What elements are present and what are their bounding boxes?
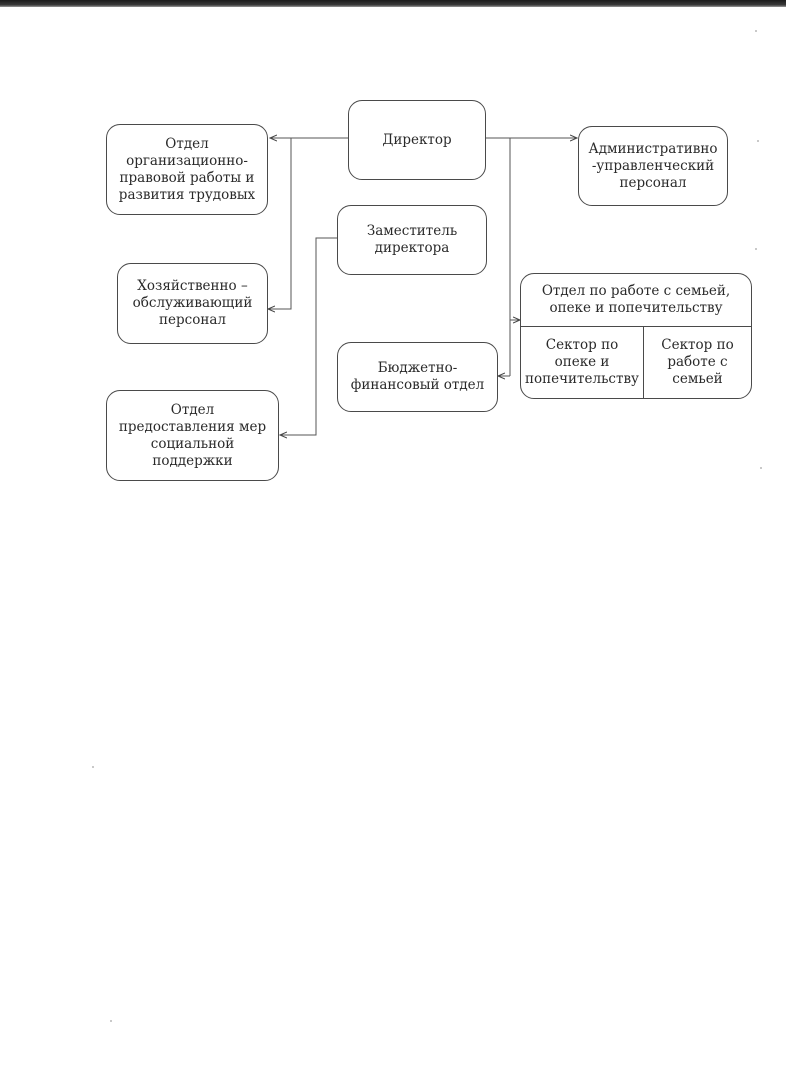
family-dept-title-cell	[521, 274, 751, 327]
scan-speck	[755, 248, 757, 250]
deputy-director-label: Заместитель директора	[366, 223, 458, 256]
maintenance-staff-label: Хозяйственно – обслуживающий персонал	[132, 278, 253, 328]
admin-staff-label: Административно -управленческий персонал	[588, 140, 718, 191]
connector-to-maintenance	[268, 138, 291, 309]
director-box	[348, 100, 486, 180]
maintenance-staff-box	[117, 263, 268, 344]
deputy-director-box	[337, 205, 487, 275]
sector-family-cell	[643, 327, 751, 398]
org-legal-dept-label: Отдел организационно-правовой работы и развития трудовых	[118, 135, 256, 203]
scan-speck	[757, 140, 759, 142]
family-dept-title: Отдел по работе с семьей, опеке и попечительству	[541, 283, 731, 316]
budget-dept-label: Бюджетно-финансовый отдел	[350, 360, 485, 393]
scan-speck	[110, 1020, 112, 1022]
admin-staff-box	[578, 126, 728, 206]
sector-guardianship-cell	[521, 327, 643, 398]
family-dept-box	[520, 273, 752, 399]
social-support-dept-label: Отдел предоставления мер социальной поддержки	[118, 401, 267, 469]
family-dept-sectors	[521, 327, 751, 398]
scan-speck	[92, 766, 94, 768]
sector-family-label: Сектор по работе с семьей	[661, 337, 734, 387]
org-legal-dept-box	[106, 124, 268, 215]
budget-dept-box	[337, 342, 498, 412]
sector-guardianship-label: Сектор по опеке и попечительству	[525, 337, 639, 387]
scan-speck	[760, 467, 762, 469]
social-support-dept-box	[106, 390, 279, 481]
director-label: Директор	[382, 131, 452, 148]
connector-deputy-to-social-support	[280, 238, 337, 435]
scan-speck	[755, 30, 757, 32]
